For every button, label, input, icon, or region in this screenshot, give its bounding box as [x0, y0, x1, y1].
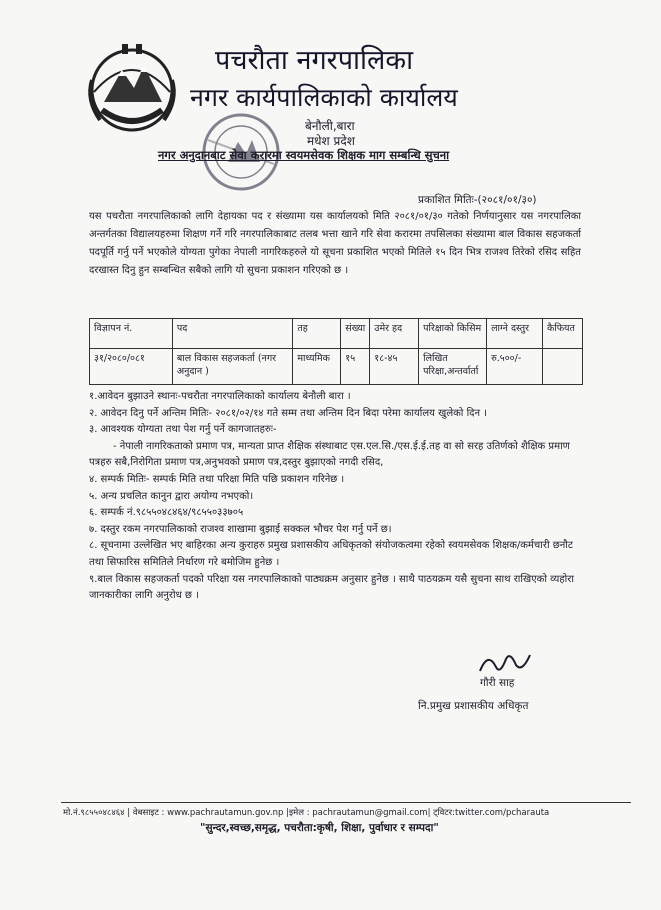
municipality-name: पचरौता नगरपालिका	[215, 45, 414, 76]
table-header-row	[90, 319, 583, 349]
footer-divider	[61, 802, 631, 803]
cell-count: १५	[341, 349, 370, 385]
cell-level: माध्यमिक	[293, 349, 341, 385]
footer-contact: मो.नं.९८५५०४८४६४ | वेबसाइट : www.pachrautamun.gov.np |इमेल : pachrautamun@gmail.com| ट्विटर:twitter.com/pcharauta	[63, 808, 550, 818]
signature-mark	[476, 649, 534, 679]
address-line-1: बेनौली,बारा	[305, 119, 355, 133]
header-level: तह	[293, 319, 341, 349]
published-date: प्रकाशित मितिः-(२०८१/०१/३०)	[418, 194, 537, 206]
cell-age-limit: १८-४५	[370, 349, 419, 385]
header-remarks: कैफियत	[542, 319, 582, 349]
list-item: ८. सूचनामा उल्लेखित भए बाहिरका अन्य कुराहरु प्रमुख प्रशासकीय अधिकृतको संयोजकत्वमा रहेको स्वयमसेवक शिक्षक/कर्मचारी छनौट तथा सिफारिस समितिले निर्धारण गरे बमोजिम हुनेछ ।	[89, 540, 573, 568]
cell-ad-number: ३१/२०८०/०८१	[90, 349, 173, 385]
list-item: २. आवेदन दिनु पर्ने अन्तिम मितिः- २०८१/०२/१४ गते सम्म तथा अन्तिम दिन बिदा परेमा कार्यालय खुलेको दिन ।	[89, 407, 487, 419]
list-item: - नेपाली नागरिकताको प्रमाण पत्र, मान्यता प्राप्त शैक्षिक संस्थाबाट एस.एल.सि./एस.ई.ई.तह वा सो सरह उतिर्णको शैक्षिक प्रमाण पत्रहरु सबै,निरोगिता प्रमाण पत्र,अनुभवको प्रमाण पत्र,दस्तुर बुझाएको नगदी रसिद,	[89, 440, 570, 469]
list-item: ९.बाल विकास सहजकर्ता पदको परिक्षा यस नगरपालिकाको पाठ्यक्रम अनुसार हुनेछ । साथै पाठयक्रम यसै सुचना साथ राखिएको व्यहोरा जानकारीका लागि अनुरोध छ ।	[89, 573, 574, 602]
notice-items-list	[89, 389, 584, 605]
nepal-emblem-icon	[82, 40, 182, 136]
notice-subject: नगर अनुदानबाट सेवा करारमा स्वयमसेवक शिक्षक माग सम्बन्धि सुचना	[158, 148, 450, 162]
header-fee: लाग्ने दस्तुर	[487, 319, 543, 349]
signatory-designation: नि.प्रमुख प्रशासकीय अधिकृत	[418, 700, 529, 712]
list-item: ६. सम्पर्क नं.९८५५०४८४६४/९८५५०३३७०५	[89, 507, 244, 519]
list-item: ४. सम्पर्क मितिः- सम्पर्क मिति तथा परिक्षा मिति पछि प्रकाशन गरिनेछ ।	[89, 473, 345, 485]
list-item: ५. अन्य प्रचलित कानुन द्वारा अयोग्य नभएको।	[89, 490, 254, 502]
list-item: १.आवेदन बुझाउने स्थानः-पचरौता नगरपालिकाको कार्यालय बेनौली बारा ।	[89, 391, 351, 402]
office-name: नगर कार्यपालिकाको कार्यालय	[190, 83, 458, 112]
header-age-limit: उमेर हद	[370, 319, 419, 349]
signatory-name: गौरी साह	[480, 677, 515, 689]
cell-post: बाल विकास सहजकर्ता (नगर अनुदान )	[172, 349, 292, 385]
intro-paragraph: यस पचरौता नगरपालिकाको लागि देहायका पद र संख्यामा यस कार्यालयको मिति २०८१/०१/३० गतेको निर्णयानुसार यस नगरपालिका अन्तर्गतका विद्यालयहरुमा शिक्षण गर्ने गरि नगरपालिकाबाट तलब भत्ता खाने गरि सेवा करारमा तपसिलका संख्यामा बाल विकास सहजकर्ता पदपूर्ति गर्नु पर्ने भएकोले योग्यता पुगेका नेपाली नागरिकहरुले यो सूचना प्रकाशित भएको मितिले १५ दिन भित्र राजश्व तिरेको रसिद सहित दरखास्त दिनु हुन सम्बन्धित सबैको लागि यो सुचना प्रकाशन गरिएको छ ।	[89, 211, 581, 276]
header-post: पद	[172, 319, 292, 349]
cell-remarks	[542, 349, 582, 385]
footer-slogan: "सुन्दर,स्वच्छ,समृद्ध, पचरौता:कृषी, शिक्षा, पुर्वाधार र सम्पदा"	[200, 822, 439, 834]
header-exam-type: परिक्षाको किसिम	[419, 319, 487, 349]
list-item: ३. आवश्यक योग्यता तथा पेश गर्नु पर्ने कागजातहरुः-	[89, 424, 277, 436]
cell-exam-type: लिखित परिक्षा,अन्तर्वार्ता	[419, 349, 487, 385]
vacancy-table	[89, 318, 583, 385]
header-count: संख्या	[341, 319, 370, 349]
address-line-2: मधेश प्रदेश	[307, 134, 355, 148]
table-row	[90, 349, 583, 385]
header-ad-number: विज्ञापन नं.	[90, 319, 173, 349]
cell-fee: रु.५००/-	[487, 349, 543, 385]
list-item: ७. दस्तुर रकम नगरपालिकाको राजश्व शाखामा बुझाई सक्कल भौचर पेश गर्नु पर्ने छ।	[89, 523, 392, 535]
